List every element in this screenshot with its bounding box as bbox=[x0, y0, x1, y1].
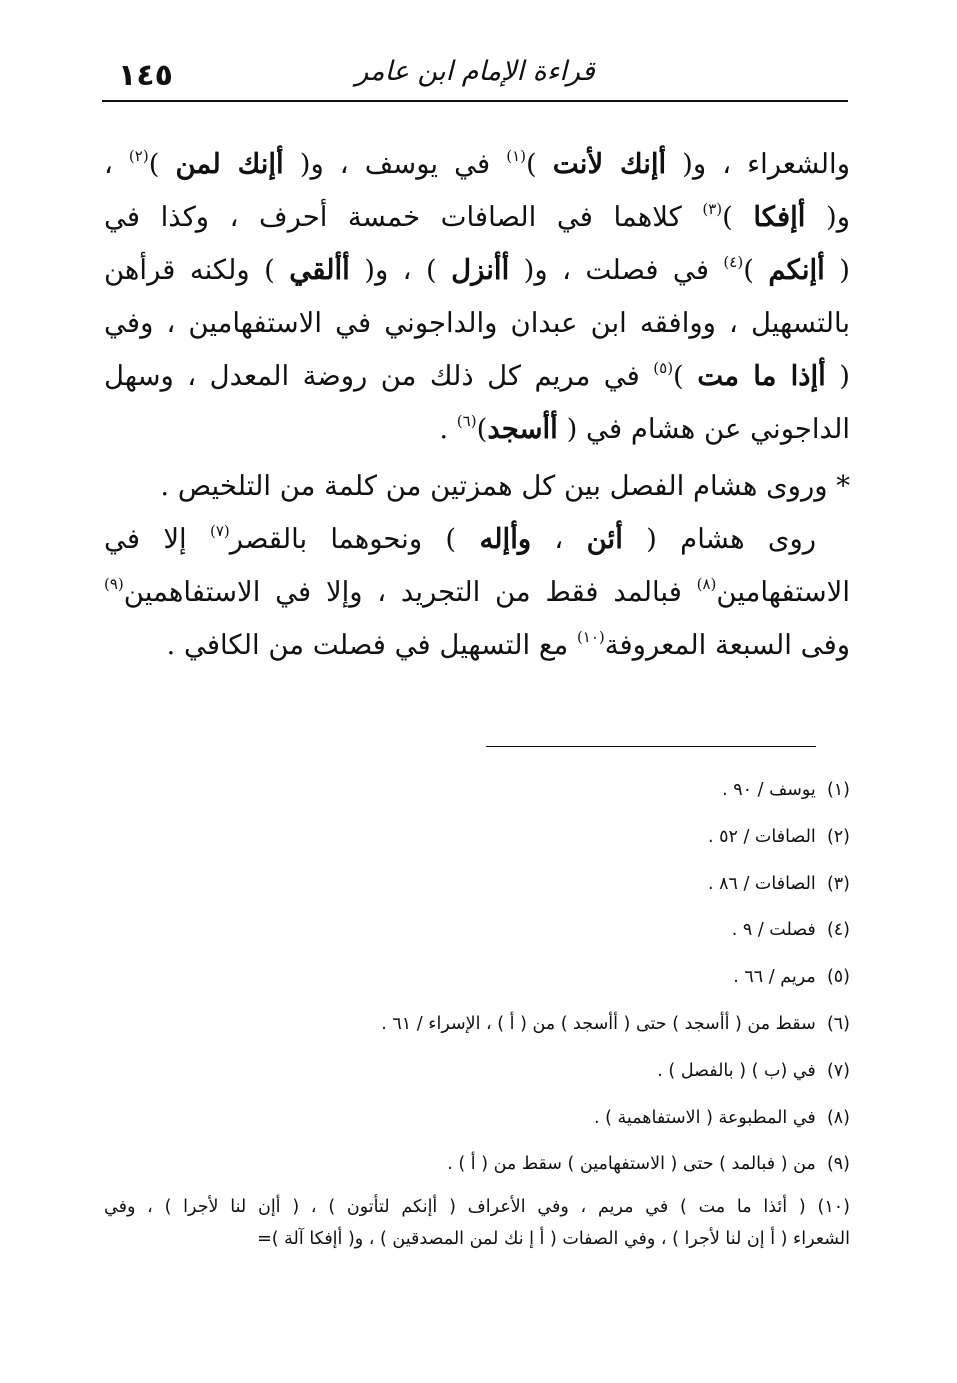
text-line-10: وفى السبعة المعروفة$^{(١٠)}$ مع التسهيل في فصلت من الكافي . bbox=[166, 628, 850, 661]
main-text bbox=[104, 138, 850, 672]
text-line-2: و( أإفكا )$^{(٣)}$ كلاهما في الصافات خمسة أحرف ، وكذا في bbox=[104, 200, 850, 233]
footnotes bbox=[104, 770, 850, 1255]
footnote-ref-4: (٤) bbox=[723, 253, 744, 271]
footnote-4: (٤) فصلت / ٩ . bbox=[731, 920, 850, 941]
footnote-8: (٨) في المطبوعة ( الاستفاهمية ) . bbox=[594, 1107, 850, 1128]
footnote-10-continued: الشعراء ( أ إن لنا لأجرا ) ، وفي الصفات ( أ إ نك لمن المصدقين ) ، و( أإفكا آلة )= bbox=[257, 1229, 850, 1250]
text-line-3: ( أإنكم )$^{(٤)}$ في فصلت ، و( أأنزل ) ، و( أألقي ) ولكنه قرأهن bbox=[104, 253, 850, 286]
footnote-2: (٢) الصافات / ٥٢ . bbox=[707, 826, 850, 847]
footnote-ref-8: (٨) bbox=[696, 575, 717, 593]
running-title: قراءة الإمام ابن عامر bbox=[355, 56, 595, 87]
footnote-ref-6: (٦) bbox=[456, 412, 477, 430]
footnote-ref-9: (٩) bbox=[104, 575, 124, 593]
footnote-ref-7: (٧) bbox=[210, 522, 230, 540]
text-line-7: * وروى هشام الفصل بين كل همزتين من كلمة من التلخيص . bbox=[160, 470, 850, 502]
text-line-4: بالتسهيل ، ووافقه ابن عبدان والداجوني في الاستفهامين ، وفي bbox=[104, 307, 850, 339]
footnote-9: (٩) من ( فبالمد ) حتى ( الاستفهامين ) سقط من ( أ ) . bbox=[447, 1154, 850, 1175]
footnote-ref-10: (١٠) bbox=[576, 628, 605, 646]
footnote-5: (٥) مريم / ٦٦ . bbox=[733, 967, 850, 988]
text-line-9: الاستفهامين$^{(٨)}$ فبالمد فقط من التجريد ، وإلا في الاستفاهمين$^{(٩)}$ bbox=[104, 575, 850, 608]
footnote-6: (٦) سقط من ( أأسجد ) حتى ( أأسجد ) من ( أ ) ، الإسراء / ٦١ . bbox=[381, 1013, 850, 1034]
text-line-1: والشعراء ، و( أإنك لأنت )$^{(١)}$ في يوسف ، و( أإنك لمن )$^{(٢)}$ ، bbox=[104, 147, 850, 180]
footnote-10: (١٠) ( أئذا ما مت ) في مريم ، وفي الأعراف ( أإنكم لتأتون ) ، ( أإن لنا لأجرا ) ، وفي bbox=[104, 1197, 850, 1218]
footnote-7: (٧) في (ب ) ( بالفصل ) . bbox=[657, 1060, 850, 1081]
footnote-3: (٣) الصافات / ٨٦ . bbox=[707, 873, 850, 894]
text-line-8: روى هشام ( أئن ، وأإله ) ونحوهما بالقصر$^{(٧)}$ إلا في bbox=[104, 522, 817, 555]
footnote-rule bbox=[486, 746, 816, 747]
footnote-ref-1: (١) bbox=[506, 147, 527, 165]
header-rule bbox=[102, 100, 848, 102]
footnote-ref-5: (٥) bbox=[653, 359, 674, 377]
footnote-ref-2: (٢) bbox=[128, 147, 149, 165]
text-line-6: الداجوني عن هشام في ( أأسجد)$^{(٦)}$ . bbox=[439, 412, 850, 445]
footnote-1: (١) يوسف / ٩٠ . bbox=[722, 780, 850, 800]
footnote-ref-3: (٣) bbox=[702, 200, 723, 218]
page-header bbox=[102, 52, 848, 100]
text-line-5: ( أإذا ما مت )$^{(٥)}$ في مريم كل ذلك من روضة المعدل ، وسهل bbox=[104, 359, 850, 392]
page-number: ١٤٥ bbox=[118, 58, 173, 93]
